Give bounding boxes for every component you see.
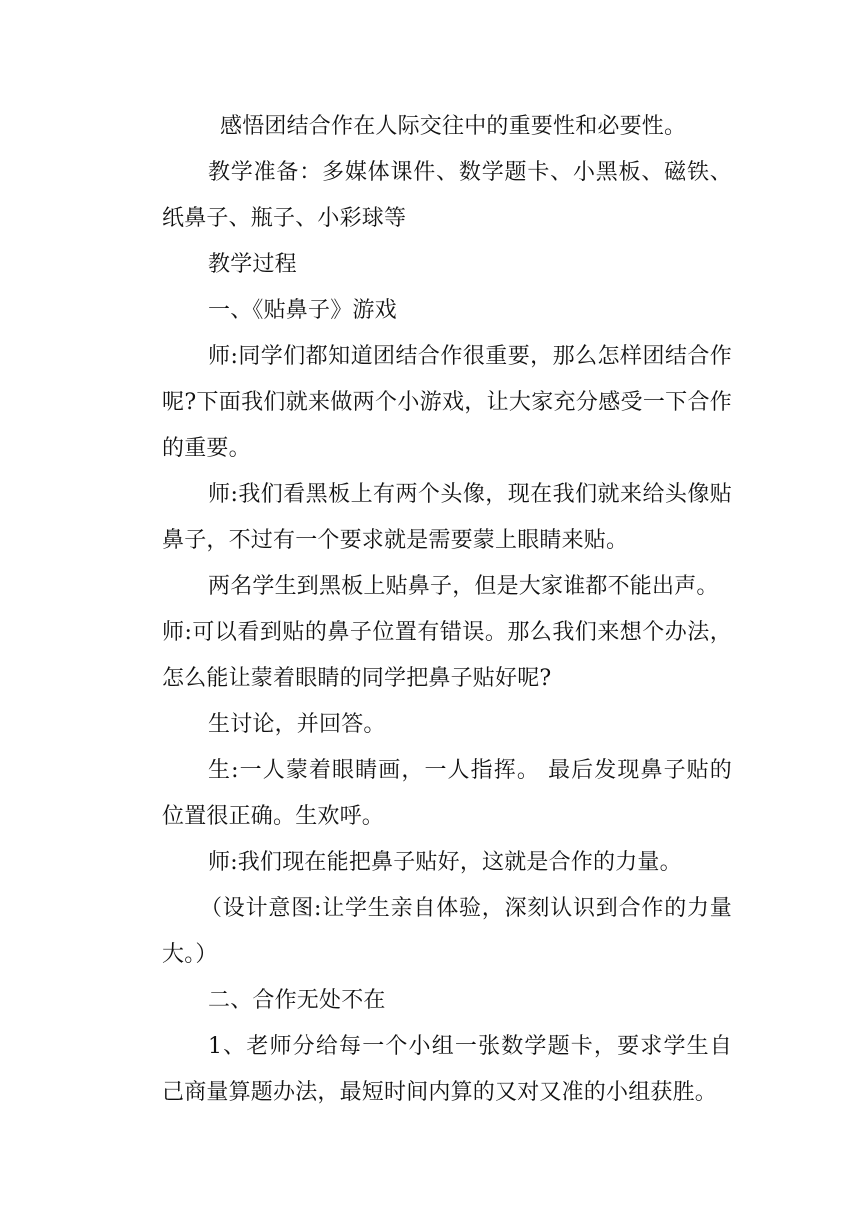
section-heading-game: 一、《贴鼻子》游戏 <box>208 298 397 323</box>
section-heading-process: 教学过程 <box>208 252 297 277</box>
paragraph-math-card: 1、老师分给每一个小组一张数学题卡，要求学生自己商量算题办法，最短时间内算的又对又准的小组获胜。 <box>162 1034 732 1105</box>
paragraph-student-answer: 生:一人蒙着眼睛画，一人指挥。 最后发现鼻子贴的位置很正确。生欢呼。 <box>162 758 732 829</box>
section-heading-cooperation: 二、合作无处不在 <box>208 988 386 1013</box>
paragraph-preparation: 教学准备：多媒体课件、数学题卡、小黑板、磁铁、纸鼻子、瓶子、小彩球等 <box>162 160 732 231</box>
paragraph-teacher-blackboard: 师:我们看黑板上有两个头像，现在我们就来给头像贴鼻子，不过有一个要求就是需要蒙上眼睛来贴。 <box>162 482 732 553</box>
paragraph-design-intent: （设计意图:让学生亲自体验，深刻认识到合作的力量大。） <box>162 896 732 967</box>
paragraph-teacher-summary: 师:我们现在能把鼻子贴好，这就是合作的力量。 <box>208 850 682 875</box>
paragraph-discussion: 生讨论，并回答。 <box>208 712 386 737</box>
paragraph-students-action: 两名学生到黑板上贴鼻子，但是大家谁都不能出声。 <box>208 574 719 599</box>
paragraph-teacher-intro: 师:同学们都知道团结合作很重要，那么怎样团结合作呢?下面我们就来做两个小游戏，让大家充分感受一下合作的重要。 <box>162 344 732 461</box>
document-body <box>162 104 732 1116</box>
paragraph-goal: 感悟团结合作在人际交往中的重要性和必要性。 <box>220 114 687 139</box>
paragraph-teacher-error: 师:可以看到贴的鼻子位置有错误。那么我们来想个办法，怎么能让蒙着眼睛的同学把鼻子贴好呢? <box>162 620 732 691</box>
